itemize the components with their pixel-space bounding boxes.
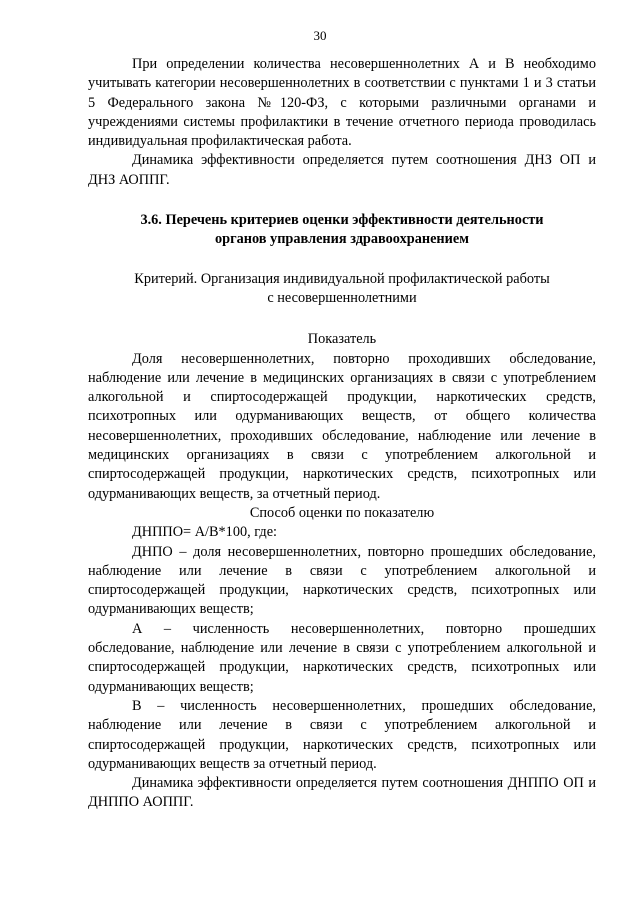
- dynamics-paragraph-dnz: Динамика эффективности определяется путем соотношения ДНЗ ОП и ДНЗ АОППГ.: [88, 152, 596, 188]
- section-heading-line-2: органов управления здравоохранением: [214, 231, 469, 248]
- definition-dnppo: ДНПО – доля несовершеннолетних, повторно прошедших обследование, наблюдение или лечение в связи с употреблением алкогольной и спиртосодержащей продукции, наркотических средств, психотропных или одурманивающих веществ;: [88, 543, 596, 618]
- criterion-title-line-2: с несовершеннолетними: [267, 289, 417, 306]
- criterion-title-line-1: Критерий. Организация индивидуальной профилактической работы: [134, 270, 550, 287]
- section-heading-line-1: 3.6. Перечень критериев оценки эффективности деятельности: [140, 212, 544, 229]
- intro-paragraph: При определении количества несовершеннолетних А и В необходимо учитывать категории несовершеннолетних в соответствии с пунктами 1 и 3 статьи 5 Федерального закона №120-ФЗ, с которыми различными органами и учреждениями системы профилактики в течение отчетного периода проводилась индивидуальная профилактическая работа.: [88, 56, 596, 150]
- indicator-title: Показатель: [307, 331, 377, 348]
- formula: ДНППО= А/В*100, где:: [132, 524, 278, 541]
- indicator-description: Доля несовершеннолетних, повторно проходивших обследование, наблюдение или лечение в медицинских организациях в связи с употреблением алкогольной и спиртосодержащей продукции, наркотических средств, психотропных или одурманивающих веществ, от общего количества несовершеннолетних, проходивших обследование, наблюдение или лечение в медицинских организациях в связи с употреблением алкогольной и спиртосодержащей продукции, наркотических средств, психотропных или одурманивающих веществ, за отчетный период.: [88, 350, 596, 502]
- dynamics-paragraph-dnppo: Динамика эффективности определяется путем соотношения ДНППО ОП и ДНППО АОППГ.: [88, 775, 596, 811]
- definition-a: А – численность несовершеннолетних, повторно прошедших обследование, наблюдение или лечение в связи с употреблением алкогольной и спиртосодержащей продукции, наркотических средств, психотропных или одурманивающих веществ;: [88, 620, 596, 695]
- method-title: Способ оценки по показателю: [249, 504, 435, 521]
- section-heading: [88, 211, 596, 250]
- definition-b: В – численность несовершеннолетних, прошедших обследование, наблюдение или лечение в связи с употреблением алкогольной и спиртосодержащей продукции, наркотических средств, психотропных или одурманивающих веществ за отчетный период.: [88, 697, 596, 772]
- page-number: 30: [313, 28, 327, 43]
- criterion-title: [88, 270, 596, 309]
- document-body: [88, 55, 596, 813]
